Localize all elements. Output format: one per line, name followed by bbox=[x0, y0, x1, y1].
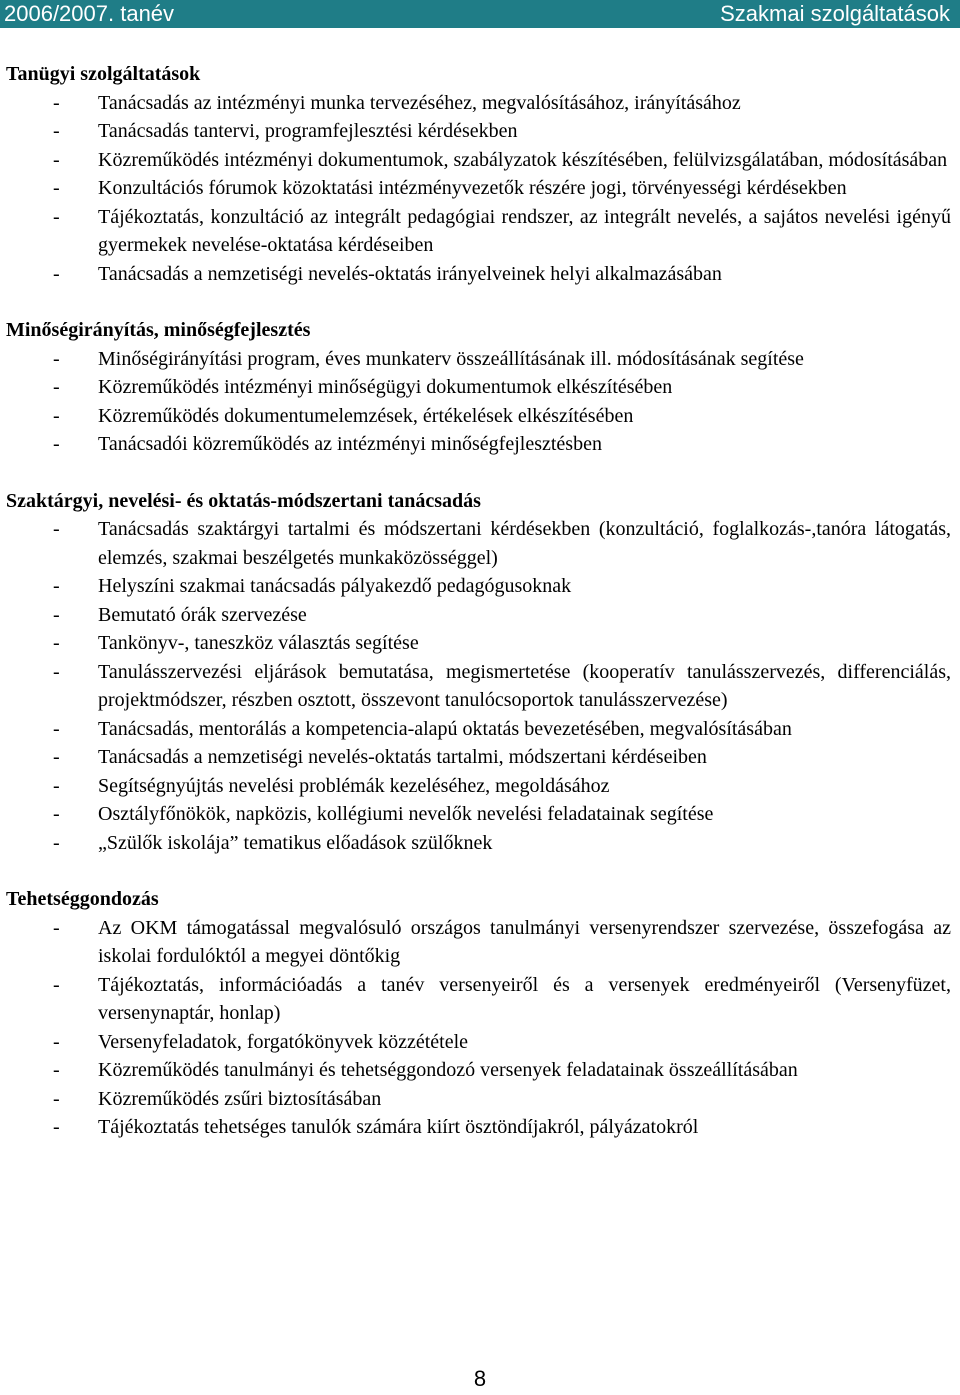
list-item: - Minőségirányítási program, éves munkaterv összeállításának ill. módosításának segítése bbox=[53, 347, 804, 370]
list-item: - Közreműködés tanulmányi és tehetséggondozó versenyek feladatainak összeállításában bbox=[53, 1059, 798, 1081]
list-item: - Tanácsadás tantervi, programfejlesztési kérdésekben bbox=[53, 120, 518, 142]
section-szaktargyi bbox=[6, 487, 951, 858]
section-minosegiranyitas bbox=[6, 316, 951, 459]
list-item: - Az OKM támogatással megvalósuló országos tanulmányi versenyrendszer szervezése, összefogása az iskolai fordulóktól a megyei döntőkig bbox=[53, 916, 951, 967]
list-item: - Segítségnyújtás nevelési problémák kezeléséhez, megoldásához bbox=[53, 774, 610, 797]
list-item: - Közreműködés dokumentumelemzések, értékelések elkészítésében bbox=[53, 404, 634, 427]
list-item: - Közreműködés intézményi minőségügyi dokumentumok elkészítésében bbox=[53, 376, 673, 398]
list-item: - Bemutató órák szervezése bbox=[53, 603, 307, 626]
page-header bbox=[0, 0, 960, 28]
list-item: - Tájékoztatás tehetséges tanulók számára kiírt ösztöndíjakról, pályázatokról bbox=[53, 1116, 699, 1138]
item-list bbox=[6, 345, 951, 459]
list-item: - Tanulásszervezési eljárások bemutatása, megismertetése (kooperatív tanulásszervezés, differenciálás, projektmódszer, részben osztott, összevont tanulócsoportok tanulásszervezése) bbox=[53, 660, 951, 711]
header-school-year: 2006/2007. tanév bbox=[4, 1, 175, 26]
list-item: - „Szülők iskolája” tematikus előadások szülőknek bbox=[53, 831, 493, 854]
list-item: - Konzultációs fórumok közoktatási intézményvezetők részére jogi, törvényességi kérdésekben bbox=[53, 177, 847, 199]
page-number: 8 bbox=[473, 1366, 487, 1391]
section-title: Szaktárgyi, nevelési- és oktatás-módszertani tanácsadás bbox=[6, 489, 481, 512]
document-body bbox=[6, 60, 951, 1170]
list-item: - Tanácsadás szaktárgyi tartalmi és módszertani kérdésekben (konzultáció, foglalkozás-,tanóra látogatás, elemzés, szakmai beszélgetés munkaközösséggel) bbox=[53, 518, 951, 569]
list-item: - Közreműködés intézményi dokumentumok, szabályzatok készítésében, felülvizsgálatában, módosításában bbox=[53, 148, 948, 171]
list-item: - Tájékoztatás, információadás a tanév versenyeiről és a versenyek eredményeiről (Versenyfüzet, versenynaptár, honlap) bbox=[53, 973, 951, 1024]
list-item: - Közreműködés zsűri biztosításában bbox=[53, 1087, 382, 1110]
section-title: Tehetséggondozás bbox=[6, 888, 159, 910]
list-item: - Tankönyv-, taneszköz választás segítése bbox=[53, 632, 419, 654]
item-list bbox=[6, 914, 951, 1142]
list-item: - Tanácsadás a nemzetiségi nevelés-oktatás irányelveinek helyi alkalmazásában bbox=[53, 262, 722, 285]
list-item: - Helyszíni szakmai tanácsadás pályakezdő pedagógusoknak bbox=[53, 575, 572, 597]
item-list bbox=[6, 515, 951, 857]
list-item: - Tanácsadás, mentorálás a kompetencia-alapú oktatás bevezetésében, megvalósításában bbox=[53, 717, 792, 740]
list-item: - Tanácsadás a nemzetiségi nevelés-oktatás tartalmi, módszertani kérdéseiben bbox=[53, 746, 707, 768]
section-tehetseggondozas bbox=[6, 885, 951, 1142]
header-section-title: Szakmai szolgáltatások bbox=[720, 1, 950, 26]
section-tanugyi bbox=[6, 60, 951, 288]
section-title: Tanügyi szolgáltatások bbox=[6, 63, 201, 85]
list-item: - Osztályfőnökök, napközis, kollégiumi nevelők nevelési feladatainak segítése bbox=[53, 803, 714, 825]
item-list bbox=[6, 89, 951, 289]
list-item: - Tanácsadás az intézményi munka tervezéséhez, megvalósításához, irányításához bbox=[53, 91, 741, 114]
list-item: - Tanácsadói közreműködés az intézményi minőségfejlesztésben bbox=[53, 433, 602, 455]
list-item: - Tájékoztatás, konzultáció az integrált pedagógiai rendszer, az integrált nevelés, a sajátos nevelési igényű gyermekek nevelése-oktatása kérdéseiben bbox=[53, 205, 951, 256]
list-item: - Versenyfeladatok, forgatókönyvek közzététele bbox=[53, 1030, 469, 1053]
section-title: Minőségirányítás, minőségfejlesztés bbox=[6, 319, 311, 341]
